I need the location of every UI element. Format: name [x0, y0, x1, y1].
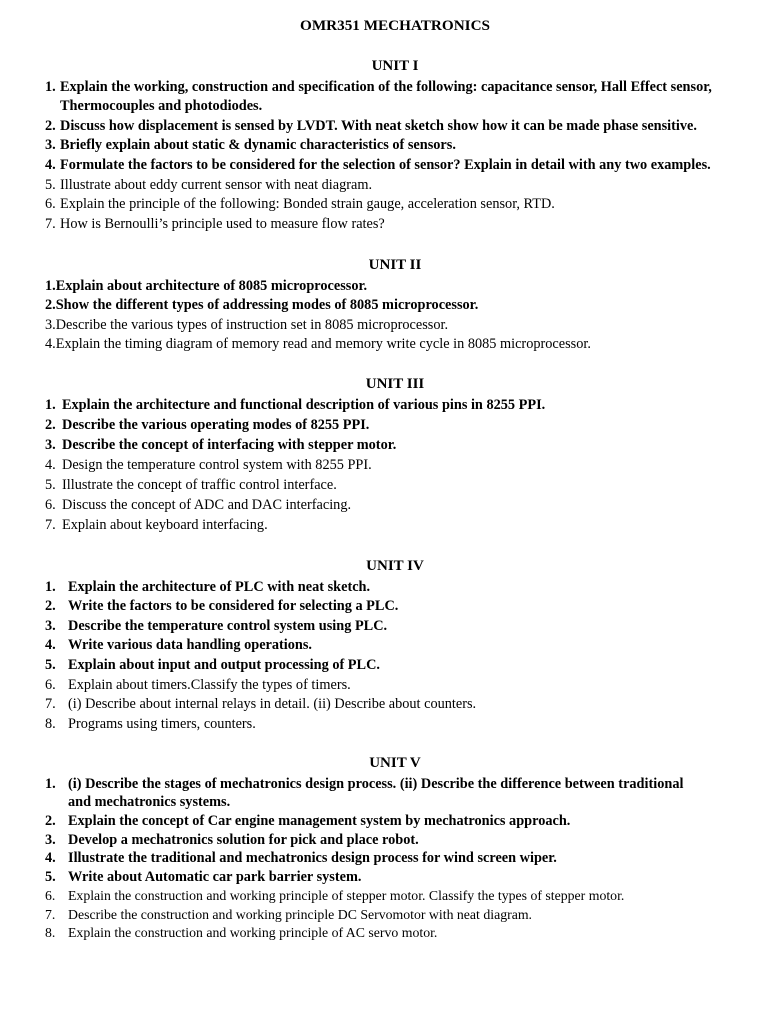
question-text: Explain the construction and working principle of AC servo motor.	[68, 925, 438, 941]
question-text: Explain the concept of Car engine management system by mechatronics approach.	[68, 813, 571, 829]
question-number: 3.	[45, 831, 56, 848]
question-item	[0, 335, 768, 355]
question-item	[0, 476, 768, 496]
question-number: 3.	[45, 436, 56, 453]
question-text: Illustrate the traditional and mechatronics design process for wind screen wiper.	[68, 850, 557, 867]
question-text: Explain about architecture of 8085 microprocessor.	[55, 277, 368, 294]
question-item	[0, 849, 768, 868]
question-text: (i) Describe the stages of mechatronics design process. (ii) Describe the difference between traditional and mechatronics systems.	[68, 775, 684, 811]
question-text: Show the different types of addressing modes of 8085 microprocessor.	[55, 297, 479, 314]
question-number: 1.	[45, 578, 56, 595]
question-list	[0, 775, 768, 943]
question-item	[0, 636, 768, 656]
question-item	[0, 578, 768, 598]
question-number: 5.	[45, 656, 56, 673]
question-item	[0, 156, 768, 176]
question-number: 2.	[45, 297, 56, 314]
question-text: Discuss the concept of ADC and DAC interfacing.	[62, 497, 352, 514]
question-number: 4.	[45, 456, 56, 473]
unit-section-5	[0, 754, 768, 943]
unit-heading: UNIT V	[369, 755, 421, 771]
question-item	[0, 906, 768, 925]
question-item	[0, 195, 768, 215]
question-number: 3.	[45, 137, 56, 154]
question-number: 7.	[45, 696, 56, 713]
question-text: Write about Automatic car park barrier system.	[68, 869, 362, 886]
question-list	[0, 277, 768, 355]
question-item	[0, 831, 768, 850]
question-item	[0, 78, 768, 117]
question-number: 4.	[45, 156, 56, 173]
question-number: 4.	[45, 336, 56, 353]
question-item	[0, 617, 768, 637]
question-text: Write the factors to be considered for selecting a PLC.	[68, 598, 399, 615]
question-item	[0, 496, 768, 516]
question-number: 6.	[45, 676, 56, 693]
question-number: 4.	[45, 850, 56, 867]
document-title: OMR351 MECHATRONICS	[300, 17, 490, 34]
question-number: 2.	[45, 598, 56, 615]
question-text: Discuss how displacement is sensed by LVDT. With neat sketch show how it can be made phase sensitive.	[60, 117, 697, 134]
unit-heading: UNIT IV	[366, 558, 424, 574]
question-text: Programs using timers, counters.	[68, 715, 256, 732]
question-list	[0, 396, 768, 536]
question-text: Describe the construction and working principle DC Servomotor with neat diagram.	[68, 906, 532, 922]
question-text: Explain about input and output processing of PLC.	[68, 656, 380, 673]
question-text: Develop a mechatronics solution for pick and place robot.	[68, 831, 419, 848]
question-item	[0, 868, 768, 887]
question-number: 7.	[45, 517, 56, 534]
question-text: How is Bernoulli’s principle used to measure flow rates?	[60, 215, 385, 232]
question-text: Describe the concept of interfacing with stepper motor.	[62, 436, 397, 453]
unit-section-4	[0, 557, 768, 734]
question-item	[0, 456, 768, 476]
question-text: Explain about keyboard interfacing.	[62, 517, 268, 534]
question-text: Describe the temperature control system using PLC.	[68, 617, 388, 634]
question-text: (i) Describe about internal relays in detail. (ii) Describe about counters.	[68, 696, 477, 713]
question-number: 7.	[45, 906, 56, 922]
unit-section-1	[0, 57, 768, 234]
unit-heading: UNIT III	[365, 376, 425, 392]
question-text: Illustrate about eddy current sensor with neat diagram.	[60, 176, 373, 193]
question-text: Illustrate the concept of traffic control interface.	[62, 476, 337, 493]
question-number: 2.	[45, 813, 56, 829]
question-item	[0, 775, 768, 812]
question-text: Explain about timers.Classify the types of timers.	[68, 676, 351, 693]
question-item	[0, 296, 768, 316]
unit-heading: UNIT II	[368, 257, 422, 273]
question-text: Explain the principle of the following: Bonded strain gauge, acceleration sensor, RTD.	[60, 196, 555, 213]
question-text: Write various data handling operations.	[68, 637, 313, 654]
question-number: 1.	[45, 775, 56, 792]
question-item	[0, 176, 768, 196]
question-item	[0, 396, 768, 416]
question-number: 2.	[45, 416, 56, 433]
question-item	[0, 924, 768, 943]
question-text: Explain the timing diagram of memory read and memory write cycle in 8085 microprocessor.	[55, 336, 591, 353]
unit-heading: UNIT I	[371, 58, 419, 74]
question-number: 6.	[45, 497, 56, 514]
question-number: 5.	[45, 869, 56, 886]
question-text: Formulate the factors to be considered for the selection of sensor? Explain in detail with any two examples.	[60, 156, 711, 173]
question-number: 3.	[45, 617, 56, 634]
question-number: 5.	[45, 176, 56, 193]
question-text: Design the temperature control system with 8255 PPI.	[62, 456, 372, 473]
question-text: Describe the various types of instruction set in 8085 microprocessor.	[55, 316, 449, 333]
question-item	[0, 316, 768, 336]
question-number: 6.	[45, 196, 56, 213]
question-number: 4.	[45, 637, 56, 654]
question-number: 1.	[45, 78, 56, 95]
question-item	[0, 416, 768, 436]
question-item	[0, 117, 768, 137]
question-number: 3.	[45, 316, 56, 333]
question-number: 7.	[45, 215, 56, 232]
question-item	[0, 715, 768, 735]
question-text: Explain the architecture and functional description of various pins in 8255 PPI.	[62, 396, 546, 413]
question-item	[0, 277, 768, 297]
question-item	[0, 136, 768, 156]
question-number: 5.	[45, 476, 56, 493]
question-item	[0, 812, 768, 831]
question-text: Explain the architecture of PLC with neat sketch.	[68, 578, 371, 595]
question-list	[0, 578, 768, 735]
question-item	[0, 516, 768, 536]
question-item	[0, 215, 768, 235]
question-item	[0, 695, 768, 715]
question-text: Explain the working, construction and specification of the following: capacitance sensor, Hall Effect sensor, Thermocouples and photodiodes.	[60, 78, 712, 115]
question-item	[0, 656, 768, 676]
question-number: 2.	[45, 117, 56, 134]
question-item	[0, 597, 768, 617]
question-number: 1.	[45, 277, 56, 294]
unit-section-2	[0, 256, 768, 355]
question-text: Briefly explain about static & dynamic characteristics of sensors.	[60, 137, 456, 154]
question-item	[0, 887, 768, 906]
question-list	[0, 78, 768, 235]
unit-section-3	[0, 375, 768, 536]
question-number: 8.	[45, 925, 56, 941]
question-number: 1.	[45, 396, 56, 413]
question-item	[0, 676, 768, 696]
question-text: Explain the construction and working principle of stepper motor. Classify the types of stepper motor.	[68, 887, 625, 903]
question-text: Describe the various operating modes of 8255 PPI.	[62, 416, 370, 433]
question-number: 6.	[45, 887, 56, 903]
question-item	[0, 436, 768, 456]
question-number: 8.	[45, 715, 56, 732]
